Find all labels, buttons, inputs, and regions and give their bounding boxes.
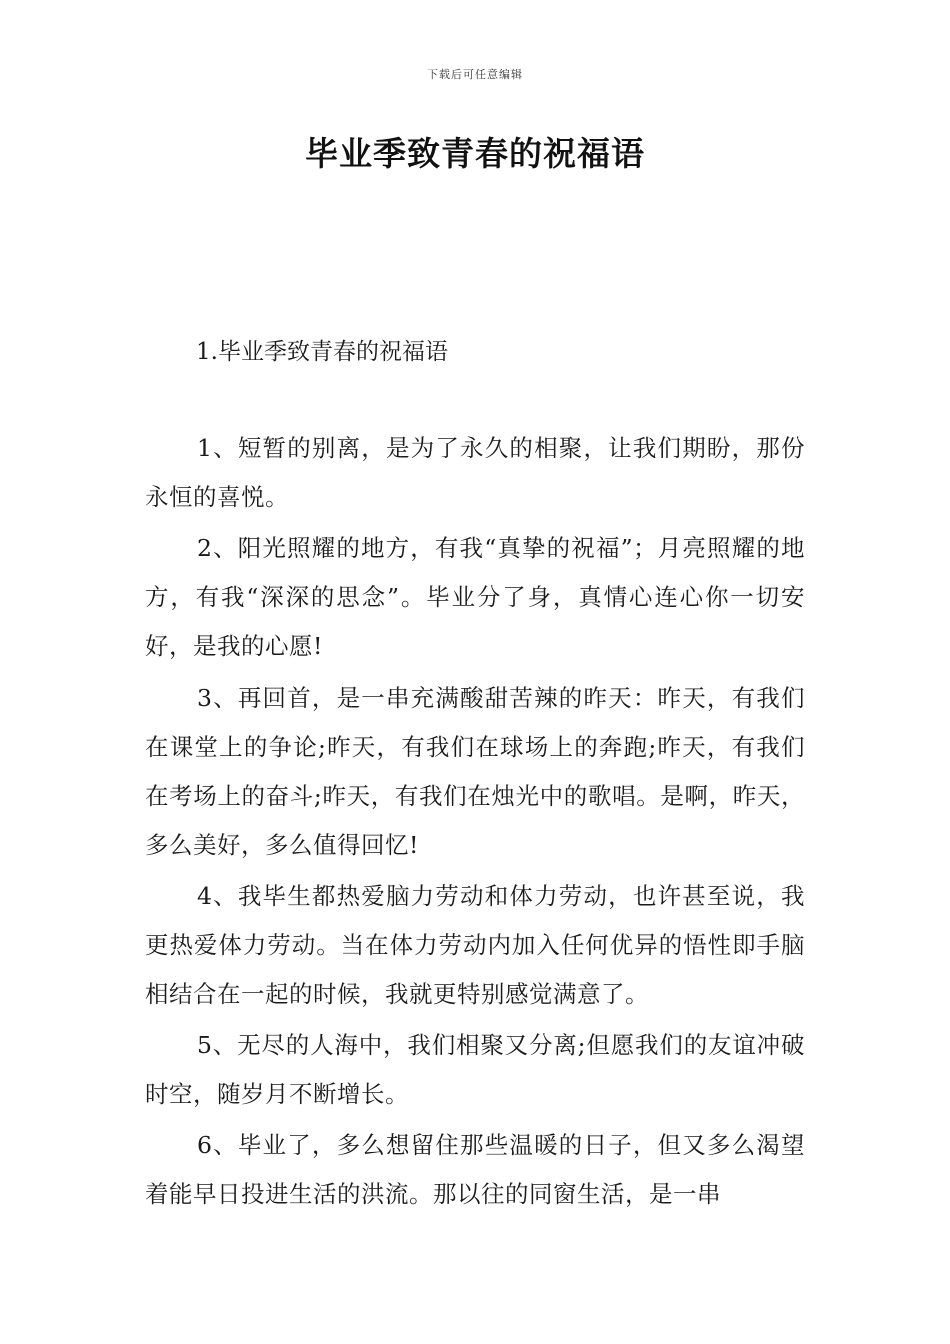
paragraph-6: 6、毕业了，多么想留住那些温暖的日子，但又多么渴望着能早日投进生活的洪流。那以往的同窗生活，是一串 <box>145 1131 805 1209</box>
paragraph-2: 2、阳光照耀的地方，有我“真挚的祝福”；月亮照耀的地方，有我“深深的思念”。毕业分了身，真情心连心你一切安好，是我的心愿! <box>145 534 805 661</box>
paragraph-4: 4、我毕生都热爱脑力劳动和体力劳动，也许甚至说，我更热爱体力劳动。当在体力劳动内加入任何优异的悟性即手脑相结合在一起的时候，我就更特别感觉满意了。 <box>145 881 805 1008</box>
document-body <box>145 424 805 1222</box>
document-title: 毕业季致青春的祝福语 <box>305 134 645 173</box>
paragraph-3: 3、再回首，是一串充满酸甜苦辣的昨天：昨天，有我们在课堂上的争论;昨天，有我们在球场上的奔跑;昨天，有我们在考场上的奋斗;昨天，有我们在烛光中的歌唱。是啊，昨天，多么美好，多么值得回忆! <box>145 683 805 859</box>
header-note: 下载后可任意编辑 <box>427 68 523 81</box>
paragraph-1: 1、短暂的别离，是为了永久的相聚，让我们期盼，那份永恒的喜悦。 <box>145 434 805 511</box>
section-heading: 1.毕业季致青春的祝福语 <box>196 339 448 365</box>
paragraph-5: 5、无尽的人海中，我们相聚又分离;但愿我们的友谊冲破时空，随岁月不断增长。 <box>145 1031 805 1109</box>
